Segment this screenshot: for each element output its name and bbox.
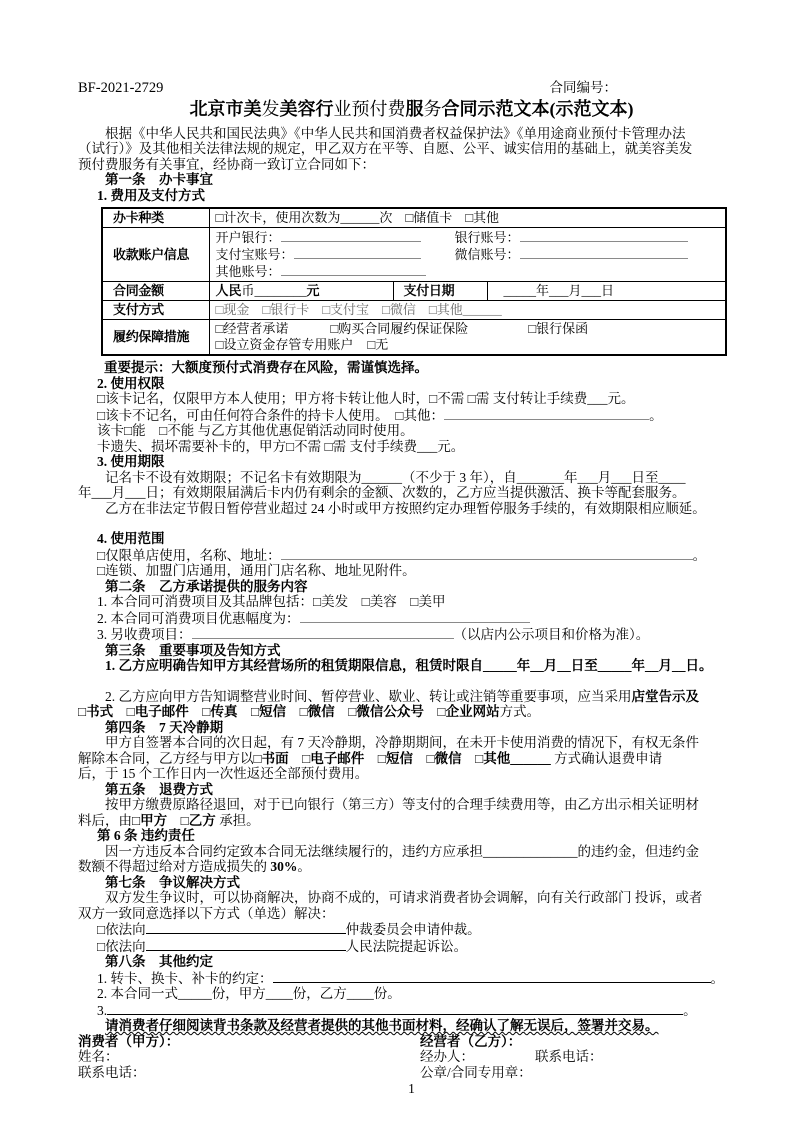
important-notice: 重要提示：大额度预付式消费存在风险，需谨慎选择。 — [104, 360, 428, 375]
other-terms-blank — [107, 1002, 683, 1015]
title-part: 北京市美 — [189, 98, 262, 119]
consumer-phone-label: 联系电话： — [78, 1064, 146, 1080]
operator-label: 经营者（乙方）： — [420, 1033, 522, 1049]
permission-line: 该卡□能 □不能 与乙方其他优惠促销活动同时使用。 — [97, 423, 414, 438]
article-7-line: 双方一致同意选择以下方式（单选）解决： — [78, 905, 335, 921]
alipay-blank — [294, 246, 421, 259]
bank-name-label: 开户银行： — [215, 230, 281, 245]
article-8-line: 2. 本合同一式_____份，甲方____份，乙方____份。 — [97, 986, 401, 1001]
scope-line: □仅限单店使用，名称、地址： 。 — [97, 547, 707, 563]
page-number: 1 — [408, 1080, 415, 1096]
bank-name-blank — [281, 229, 421, 242]
other-permission-blank — [444, 407, 649, 420]
payment-method-label: 支付方式 — [102, 301, 209, 320]
agent-label: 经办人： — [420, 1049, 474, 1064]
guarantee-options — [209, 320, 726, 356]
wechat-blank — [520, 246, 688, 259]
scope-line: □连锁、加盟门店通用，通用门店名称、地址见附件。 — [97, 563, 416, 578]
guarantee-option: □设立资金存管专用账户 — [215, 337, 354, 352]
penalty-blank: ______________ — [483, 843, 578, 859]
intro-line: 根据《中华人民共和国民法典》《中华人民共和国消费者权益保护法》《单用途商业预付卡管理办法 — [105, 125, 686, 141]
payment-method-options: □现金 □银行卡 □支付宝 □微信 □其他______ — [209, 301, 726, 320]
court-option: □依法向 人民法院提起诉讼。 — [97, 938, 468, 954]
doc-number: BF-2021-2729 — [78, 80, 164, 96]
arbitration-option: □依法向 仲裁委员会申请仲裁。 — [97, 922, 481, 937]
article-5-line: 按甲方缴费原路径退回，对于已向银行（第三方）等支付的合理手续费用等，由乙方出示相关证明材 — [105, 797, 699, 812]
section-1-1-heading: 1. 费用及支付方式 — [97, 187, 205, 203]
article-6-heading: 第 6 条 违约责任 — [97, 828, 195, 843]
article-4-heading: 第四条 7 天冷静期 — [105, 719, 224, 735]
other-account-blank — [281, 263, 426, 276]
pay-date-label: 支付日期 — [393, 282, 487, 301]
guarantee-row — [102, 320, 726, 356]
alipay-label: 支付宝账号： — [215, 247, 294, 262]
payment-method-row — [102, 301, 726, 320]
card-transfer-blank — [273, 970, 711, 983]
guarantee-option: □银行保函 — [528, 321, 589, 336]
bank-account-blank — [520, 229, 688, 242]
term-line: 乙方在非法定节假日暂停营业超过 24 小时或甲方按照约定办理暂停服务手续的，有效期限相应顺延。 — [105, 500, 706, 516]
article-8-line: 3. 。 — [97, 1002, 697, 1018]
article-3-heading: 第三条 重要事项及告知方式 — [105, 642, 281, 658]
title-part: 业预付费 — [333, 98, 406, 119]
consumer-label: 消费者（甲方）： — [78, 1033, 180, 1049]
guarantee-option: □无 — [367, 337, 389, 352]
term-line: 记名卡不设有效期限；不记名卡有效期限为______（不少于 3 年），自_______年___月___日至____ — [105, 469, 686, 485]
other-account-label: 其他账号： — [215, 264, 281, 279]
title-part: 务 — [423, 98, 442, 119]
title-part: 发 — [261, 98, 280, 119]
account-info-label: 收款账户信息 — [102, 228, 209, 282]
card-type-row — [102, 208, 726, 228]
permission-line: □该卡不记名，可由任何符合条件的持卡人使用。 □其他： 。 — [97, 407, 663, 423]
signature-row — [78, 1065, 745, 1081]
article-4-line: 后，于 15 个工作日内一次性返还全部预付费用。 — [78, 766, 369, 781]
section-1-3-heading: 3. 使用期限 — [97, 454, 165, 469]
section-1-2-heading: 2. 使用权限 — [97, 375, 165, 391]
article-3-line: □书式 □电子邮件 □传真 □短信 □微信 □微信公众号 □企业网站方式。 — [78, 704, 541, 719]
title-part: 合同示范文本(示范文本) — [441, 98, 634, 119]
guarantee-option: □经营者承诺 — [215, 321, 289, 336]
wechat-label: 微信账号： — [454, 247, 520, 262]
final-notice: 请消费者仔细阅读背书条款及经营者提供的其他书面材料，经确认了解无误后，签署并交易。 — [105, 1018, 659, 1033]
article-7-line: 双方发生争议时，可以协商解决，协商不成的，可请求消费者协会调解，向有关行政部门 投诉，或者 — [105, 890, 703, 905]
seal-label: 公章/合同专用章： — [420, 1064, 532, 1080]
article-8-line: 1. 转卡、换卡、补卡的约定： 。 — [97, 970, 724, 986]
title-part: 美容行 — [279, 98, 334, 119]
signature-row — [78, 1034, 745, 1050]
article-7-heading: 第七条 争议解决方式 — [105, 874, 240, 890]
article-2-line: 3. 另收费项目： （以店内公示项目和价格为准）。 — [97, 627, 650, 642]
article-2-heading: 第二条 乙方承诺提供的服务内容 — [105, 578, 308, 594]
discount-blank — [300, 610, 530, 623]
article-4-line: 甲方自签署本合同的次日起，有 7 天冷静期，冷静期期间，在未开卡使用消费的情况下，有权无条件 — [105, 735, 699, 750]
contract-amount-row — [102, 282, 726, 301]
fee-and-payment-table — [101, 207, 727, 356]
permission-line: □该卡记名，仅限甲方本人使用；甲方将卡转让他人时，□不需 □需 支付转让手续费___元。 — [97, 391, 635, 406]
article-6-line: 因一方违反本合同约定致本合同无法继续履行的，违约方应承担______________的违约金，但违约金 — [105, 843, 699, 859]
card-type-label: 办卡种类 — [102, 208, 209, 228]
guarantee-label: 履约保障措施 — [102, 320, 209, 356]
store-address-blank — [281, 547, 693, 560]
article-2-line: 2. 本合同可消费项目优惠幅度为： — [78, 610, 745, 627]
article-8-heading: 第八条 其他约定 — [105, 954, 213, 969]
article-5-line: 料后，由□甲方 □乙方 承担。 — [78, 812, 260, 828]
court-blank — [146, 938, 346, 951]
card-type-options: □计次卡，使用次数为______次 □储值卡 □其他 — [209, 208, 726, 228]
article-1-heading: 第一条 办卡事宜 — [105, 172, 213, 187]
contract-number-label: 合同编号： — [549, 80, 617, 95]
contract-amount-label: 合同金额 — [102, 282, 209, 301]
page-title — [78, 100, 745, 119]
extra-fee-blank — [192, 626, 454, 639]
document-header — [78, 80, 745, 97]
contract-amount-value: 人民币________元 — [209, 282, 393, 301]
pay-date-value: _____年___月___日 — [487, 282, 726, 301]
name-label: 姓名： — [78, 1049, 119, 1064]
article-3-line: 1. 乙方应明确告知甲方其经营场所的租赁期限信息，租赁时限自_____年__月__日至_____年__月__日。 — [105, 658, 713, 673]
intro-line: 预付费服务有关事宜，经协商一致订立合同如下： — [78, 156, 375, 172]
account-info-row — [102, 228, 726, 282]
article-6-line: 数额不得超过给对方造成损失的 30%。 — [78, 859, 311, 874]
article-2-line: 1. 本合同可消费项目及其品牌包括：□美发 □美容 □美甲 — [97, 594, 446, 609]
permission-line: 卡遗失、损坏需要补卡的，甲方□不需 □需 支付手续费___元。 — [97, 438, 465, 454]
intro-line: （试行）》及其他相关法律法规的规定，甲乙双方在平等、自愿、公平、诚实信用的基础上，就美容美发 — [78, 141, 693, 156]
article-4-line: 解除本合同，乙方经与甲方以□书面 □电子邮件 □短信 □微信 □其他______ 方式确认退费申请 — [78, 750, 663, 766]
bank-account-label: 银行账号： — [454, 230, 520, 245]
guarantee-option: □购买合同履约保证保险 — [330, 321, 469, 336]
agent-phone-label: 联系电话： — [535, 1049, 603, 1064]
arbitration-blank — [146, 921, 346, 934]
title-part: 服 — [405, 98, 424, 119]
article-3-line: 2. 乙方应向甲方告知调整营业时间、暂停营业、歇业、转让或注销等重要事项，应当采用店堂告示及 — [105, 688, 699, 704]
article-5-heading: 第五条 退费方式 — [105, 781, 213, 797]
signature-row — [78, 1049, 745, 1065]
term-line: 年___月___日；有效期限届满后卡内仍有剩余的金额、次数的，乙方应当提供激活、换卡等配套服务。 — [78, 485, 686, 500]
account-info-fields — [209, 228, 726, 282]
section-1-4-heading: 4. 使用范围 — [97, 531, 165, 546]
